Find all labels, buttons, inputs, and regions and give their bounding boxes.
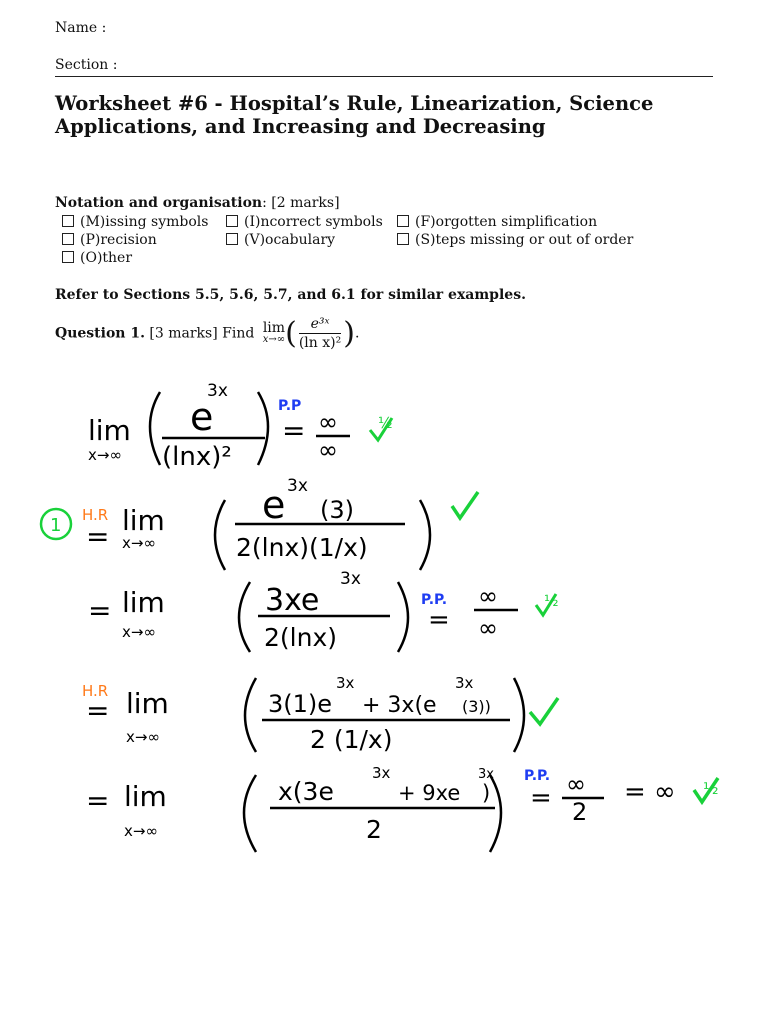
svg-text:∞: ∞ [566, 770, 586, 798]
checkbox-other[interactable]: (O)ther [62, 250, 132, 266]
refer-sections-text: Refer to Sections 5.5, 5.6, 5.7, and 6.1 for similar examples. [55, 287, 526, 303]
svg-text:lim: lim [122, 586, 165, 619]
svg-text:x(3e: x(3e [278, 777, 334, 806]
svg-text:x→∞: x→∞ [124, 822, 158, 840]
svg-text:(3)): (3)) [462, 697, 491, 716]
svg-text:lim: lim [126, 687, 169, 720]
question-limit: lim x→∞ [262, 319, 286, 345]
svg-text:∞: ∞ [478, 582, 498, 610]
svg-text:lim: lim [88, 414, 131, 447]
svg-text:2(lnx)(1/x): 2(lnx)(1/x) [236, 533, 368, 562]
svg-text:∞: ∞ [318, 408, 338, 436]
svg-text:3x: 3x [455, 674, 474, 692]
checkbox-vocabulary[interactable]: (V)ocabulary [226, 232, 335, 248]
svg-text:3x: 3x [478, 767, 494, 782]
svg-text:e: e [190, 395, 214, 439]
svg-text:x→∞: x→∞ [122, 623, 156, 641]
svg-text:+ 9xe: + 9xe [398, 781, 461, 805]
svg-text:=: = [530, 783, 552, 813]
notation-heading-marks: : [2 marks] [262, 195, 340, 211]
svg-text:P.P.: P.P. [421, 592, 448, 608]
svg-text:x→∞: x→∞ [122, 534, 156, 552]
svg-text:2 (1/x): 2 (1/x) [310, 725, 393, 754]
svg-text:e: e [262, 483, 286, 527]
checkbox-precision[interactable]: (P)recision [62, 232, 157, 248]
svg-text:½: ½ [544, 592, 559, 610]
svg-text:2: 2 [366, 815, 382, 844]
svg-text:3x: 3x [207, 381, 228, 401]
question-label: Question 1. [55, 325, 145, 342]
solution-line-4 [82, 674, 558, 754]
svg-text:3x: 3x [340, 569, 361, 589]
svg-text:3xe: 3xe [265, 583, 320, 618]
svg-text:2: 2 [572, 798, 588, 826]
question-fraction: $\frac{\text{e³ˣ}}{\text{(ln x)²}}$ [298, 316, 342, 351]
svg-text:(lnx)²: (lnx)² [162, 442, 232, 472]
svg-text:= ∞: = ∞ [624, 777, 676, 807]
svg-text:3x: 3x [287, 476, 308, 496]
notation-heading-bold: Notation and organisation [55, 195, 263, 211]
svg-text:x→∞: x→∞ [126, 728, 160, 746]
svg-text:∞: ∞ [478, 614, 498, 642]
question-marks: [3 marks] Find [149, 325, 255, 342]
checkbox-missing-symbols[interactable]: (M)issing symbols [62, 214, 208, 230]
svg-text:lim: lim [122, 504, 165, 537]
svg-text:1: 1 [50, 515, 62, 536]
svg-text:(3): (3) [320, 496, 354, 524]
worksheet-title: Worksheet #6 - Hospital’s Rule, Linearization, Science Applications, and Increasing and Decreasing [55, 92, 654, 138]
svg-text:): ) [482, 781, 491, 805]
svg-text:P.P.: P.P. [524, 768, 551, 784]
svg-text:½: ½ [378, 414, 393, 432]
svg-text:=: = [428, 605, 450, 635]
checkbox-forgotten-simplification[interactable]: (F)orgotten simplification [397, 214, 597, 230]
svg-text:3(1)e: 3(1)e [268, 690, 333, 718]
svg-text:=: = [86, 784, 110, 817]
svg-text:∞: ∞ [318, 436, 338, 464]
svg-text:H.R: H.R [82, 506, 109, 524]
question-1: Question 1. [3 marks] Find lim x→∞ ( $\frac{\text{e³ˣ}}{\text{(ln x)²}}$ ). [55, 316, 360, 351]
svg-text:lim: lim [124, 780, 167, 813]
solution-line-5 [86, 764, 719, 852]
svg-text:+ 3x(e: + 3x(e [362, 693, 437, 718]
section-field: Section : [55, 57, 118, 73]
svg-text:=: = [88, 594, 112, 627]
svg-text:H.R: H.R [82, 682, 109, 700]
svg-text:=: = [86, 520, 110, 553]
svg-text:=: = [282, 414, 306, 447]
svg-text:P.P: P.P [278, 398, 302, 414]
name-field: Name : [55, 20, 107, 36]
svg-text:2(lnx): 2(lnx) [264, 623, 337, 652]
svg-text:x→∞: x→∞ [88, 446, 122, 464]
solution-line-3 [88, 569, 559, 652]
solution-line-1 [88, 381, 393, 472]
svg-text:3x: 3x [372, 764, 391, 782]
svg-text:3x: 3x [336, 674, 355, 692]
svg-text:=: = [86, 694, 110, 727]
svg-text:½: ½ [703, 779, 719, 798]
checkbox-incorrect-symbols[interactable]: (I)ncorrect symbols [226, 214, 383, 230]
solution-line-2 [41, 476, 478, 570]
checkbox-steps-missing[interactable]: (S)teps missing or out of order [397, 232, 633, 248]
